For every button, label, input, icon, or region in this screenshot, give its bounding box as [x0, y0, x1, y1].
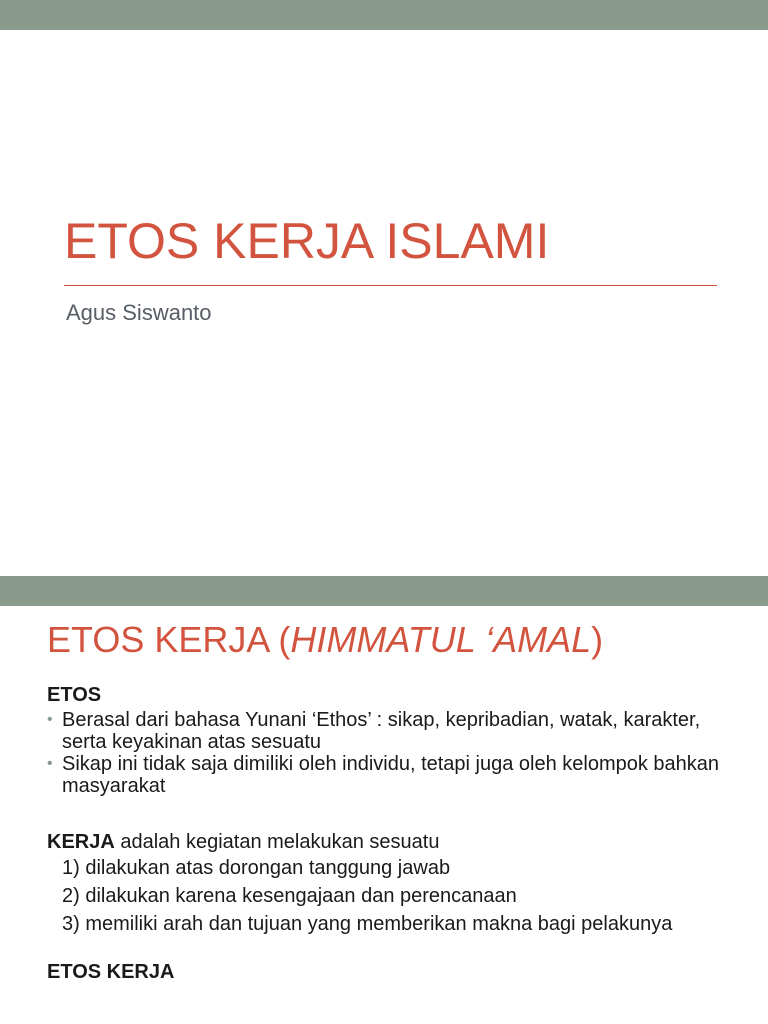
kerja-label: KERJA	[47, 831, 115, 853]
slide-title: ETOS KERJA ISLAMI	[64, 213, 550, 269]
etos-heading: ETOS	[47, 684, 102, 706]
kerja-definition	[47, 831, 737, 853]
content-slide	[0, 576, 768, 1024]
kerja-text: adalah kegiatan melakukan sesuatu	[114, 831, 440, 853]
slide-body	[47, 684, 737, 983]
title-italic: HIMMATUL ‘AMAL	[290, 619, 592, 660]
list-item: 1) dilakukan atas dorongan tanggung jawab	[62, 857, 451, 879]
slide-header-band	[0, 0, 768, 30]
title-suffix: )	[591, 619, 604, 660]
slide-subtitle: Agus Siswanto	[66, 300, 212, 325]
etos-kerja-heading: ETOS KERJA	[47, 961, 175, 983]
etos-bullet-list	[47, 709, 737, 797]
bullet-text: Sikap ini tidak saja dimiliki oleh individu, tetapi juga oleh kelompok bahkan masyarakat	[62, 753, 720, 797]
bullet-text: Berasal dari bahasa Yunani ‘Ethos’ : sikap, kepribadian, watak, karakter, serta keyakinan atas sesuatu	[62, 709, 701, 753]
list-item: 3) memiliki arah dan tujuan yang memberikan makna bagi pelakunya	[62, 913, 673, 935]
kerja-numbered-list	[47, 857, 737, 935]
slide-header-band	[0, 576, 768, 606]
list-item	[47, 753, 737, 797]
list-item	[47, 709, 737, 753]
content-slide-title	[47, 619, 603, 661]
title-divider	[64, 285, 717, 286]
bullet-dot-icon: •	[47, 755, 53, 772]
bullet-dot-icon: •	[47, 711, 53, 728]
title-prefix: ETOS KERJA (	[47, 619, 291, 660]
list-item: 2) dilakukan karena kesengajaan dan perencanaan	[62, 885, 517, 907]
